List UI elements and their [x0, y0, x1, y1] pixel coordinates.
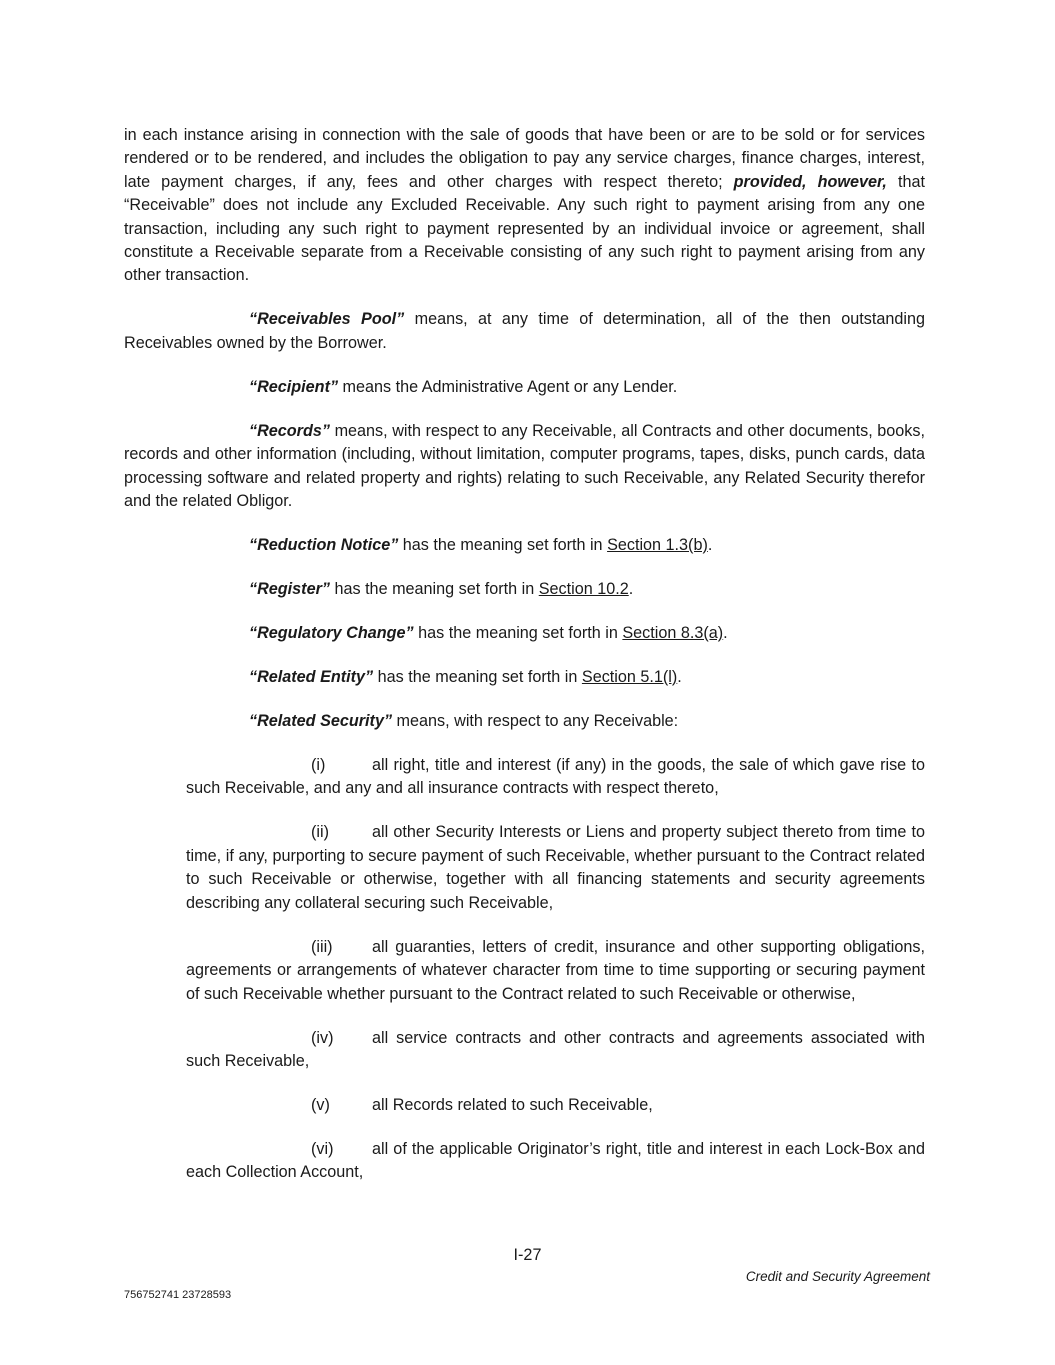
list-item-number: (iii)	[311, 937, 333, 956]
definition-text: means, with respect to any Receivable:	[392, 712, 679, 731]
list-item-ii	[186, 821, 925, 915]
list-item-vi	[186, 1138, 925, 1185]
paragraph-text: in each instance arising in connection with the sale of goods that have been or are to be sold or for services rendered or to be rendered, and includes the obligation to pay any service charges, finance charges, interest, late payment charges, if any, fees and other charges with respect thereto;	[124, 126, 925, 191]
definition-text: has the meaning set forth in	[413, 624, 623, 643]
list-item-text: all of the applicable Originator’s right, title and interest in each Lock-Box and each Collection Account,	[186, 1139, 925, 1182]
defined-term: “Related Entity”	[249, 668, 374, 687]
definition-text: has the meaning set forth in	[398, 536, 608, 555]
definition-text: .	[677, 668, 682, 687]
definition-regulatory-change	[124, 622, 925, 645]
defined-term: “Records”	[249, 421, 330, 440]
list-item-number: (v)	[311, 1095, 330, 1114]
definition-receivables-pool	[124, 308, 925, 355]
list-item-number: (vi)	[311, 1139, 334, 1158]
definition-text: means the Administrative Agent or any Lender.	[338, 377, 678, 396]
paragraph-receivable-continued	[124, 124, 925, 288]
footer-document-title: Credit and Security Agreement	[745, 1269, 930, 1284]
defined-term: “Register”	[249, 580, 330, 599]
document-body	[124, 124, 925, 1205]
definition-related-security	[124, 710, 925, 733]
definition-reduction-notice	[124, 534, 925, 557]
definition-text: has the meaning set forth in	[373, 668, 582, 687]
paragraph-text: that “Receivable” does not include any Excluded Receivable. Any such right to payment arising from any one transaction, including any such right to payment represented by an individual invoice or agreement, shall constitute a Receivable separate from a Receivable consisting of any such right to payment arising from any other transaction.	[124, 172, 925, 285]
list-item-v	[186, 1094, 925, 1117]
defined-term: “Related Security”	[249, 712, 393, 731]
list-item-text: all right, title and interest (if any) in the goods, the sale of which gave rise to such Receivable, and any and all insurance contracts with respect thereto,	[186, 756, 925, 798]
definition-text: has the meaning set forth in	[329, 580, 539, 599]
list-item-number: (i)	[311, 756, 326, 775]
definition-recipient	[124, 376, 925, 399]
definition-register	[124, 578, 925, 601]
definition-text: means, at any time of determination, all of the then outstanding Receivables owned by the Borrower.	[124, 310, 925, 352]
list-item-text: all service contracts and other contracts and agreements associated with such Receivable,	[186, 1028, 925, 1070]
list-item-number: (iv)	[311, 1028, 334, 1047]
proviso-emphasis: provided, however,	[733, 172, 887, 191]
defined-term: “Regulatory Change”	[249, 624, 414, 643]
section-reference: Section 8.3(a)	[622, 624, 724, 643]
list-item-iv	[186, 1027, 925, 1074]
list-item-number: (ii)	[311, 823, 329, 842]
page-number: I-27	[513, 1246, 542, 1264]
list-item-iii	[186, 936, 925, 1006]
definition-text: .	[723, 624, 728, 643]
definition-text: .	[628, 580, 634, 599]
list-item-i	[186, 754, 925, 801]
list-item-text: all other Security Interests or Liens and property subject thereto from time to time, if any, purporting to secure payment of such Receivable, whether pursuant to the Contract related to such Receivable or otherwise, together with all financing statements and security agreements describing any collateral securing such Receivable,	[186, 823, 925, 912]
list-item-text: all guaranties, letters of credit, insurance and other supporting obligations, agreements or arrangements of whatever character from time to time supporting or securing payment of such Receivable whether pursuant to the Contract related to such Receivable or otherwise,	[186, 937, 925, 1003]
section-reference: Section 10.2	[538, 580, 629, 599]
defined-term: “Receivables Pool”	[249, 310, 405, 329]
section-reference: Section 5.1(l)	[581, 668, 678, 687]
document-id: 756752741 23728593	[124, 1289, 232, 1301]
definition-related-entity	[124, 666, 925, 689]
section-reference: Section 1.3(b)	[607, 536, 708, 555]
definition-text: means, with respect to any Receivable, all Contracts and other documents, books, records and other information (including, without limitation, computer programs, tapes, disks, punch cards, data processing software and related property and rights) relating to such Receivable, any Related Security therefor and the related Obligor.	[124, 421, 925, 511]
defined-term: “Recipient”	[249, 377, 339, 396]
defined-term: “Reduction Notice”	[249, 536, 399, 555]
definition-text: .	[707, 536, 713, 555]
definition-records	[124, 420, 925, 514]
list-item-text: all Records related to such Receivable,	[372, 1095, 653, 1114]
